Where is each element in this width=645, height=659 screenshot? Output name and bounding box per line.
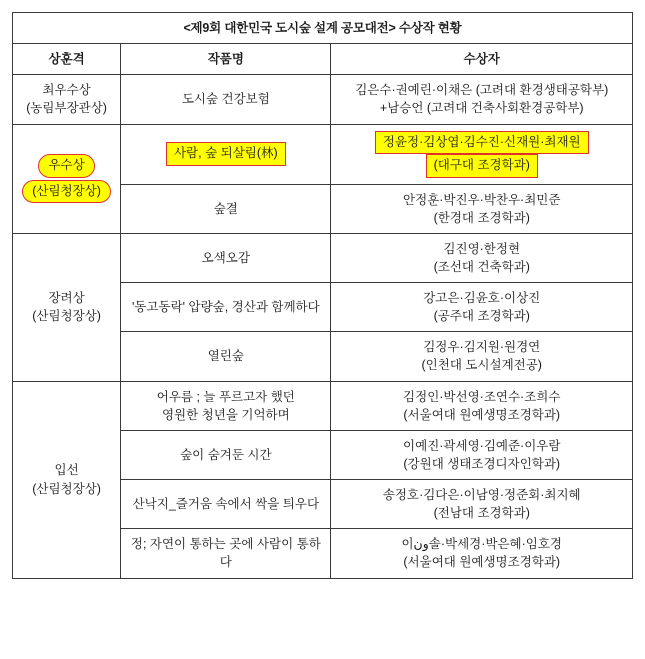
work-title-highlighted bbox=[121, 124, 331, 184]
winner-names bbox=[331, 283, 633, 332]
work-title-line1: 어우름 ; 늘 푸르고자 했던 bbox=[156, 389, 295, 404]
winner-line1: 이예진·곽세영·김예준·이우람 bbox=[403, 438, 561, 453]
winner-line1: 김진영·한정현 bbox=[443, 241, 521, 256]
work-title: 오색오감 bbox=[121, 233, 331, 282]
winner-names-highlighted bbox=[331, 124, 633, 184]
column-header-winner: 수상자 bbox=[331, 44, 633, 75]
award-category bbox=[13, 381, 121, 578]
winner-line2: (한경대 조경학과) bbox=[433, 210, 530, 225]
award-category bbox=[13, 124, 121, 233]
winner-line2: (대구대 조경학과) bbox=[426, 154, 538, 178]
column-header-work: 작품명 bbox=[121, 44, 331, 75]
award-category-line1: 최우수상 bbox=[42, 83, 91, 98]
table-row bbox=[13, 75, 633, 124]
winner-line1: 김정인·박선영·조연수·조희수 bbox=[403, 389, 561, 404]
award-category-line2: (산림청장상) bbox=[32, 309, 101, 324]
work-title: 숲이 숨겨둔 시간 bbox=[121, 430, 331, 479]
winner-line1: 김정우·김지원·원경연 bbox=[423, 340, 541, 355]
winner-line1: 안정훈·박진우·박찬우·최민준 bbox=[403, 192, 561, 207]
winner-names bbox=[331, 430, 633, 479]
table-row bbox=[13, 381, 633, 430]
winner-names bbox=[331, 75, 633, 124]
award-category-line2: (산림청장상) bbox=[22, 180, 111, 204]
winner-names bbox=[331, 332, 633, 381]
page-title: <제9회 대한민국 도시숲 설계 공모대전> 수상작 현황 bbox=[13, 13, 633, 44]
winner-line2: (인천대 도시설계전공) bbox=[421, 358, 542, 373]
work-title: '동고동락' 압량숲, 경산과 함께하다 bbox=[121, 283, 331, 332]
winner-line2: (서울여대 원예생명조경학과) bbox=[403, 555, 561, 570]
award-category-highlight-line1 bbox=[17, 153, 116, 179]
award-category bbox=[13, 233, 121, 381]
winner-names bbox=[331, 184, 633, 233]
table-title-row bbox=[13, 13, 633, 44]
table-header-row bbox=[13, 44, 633, 75]
work-title: 정; 자연이 통하는 곳에 사람이 통하다 bbox=[121, 529, 331, 578]
winner-names bbox=[331, 480, 633, 529]
winner-names bbox=[331, 381, 633, 430]
winner-line1: 이ون솔·박세경·박은혜·임호경 bbox=[401, 537, 563, 552]
work-title-line2: 영원한 청년을 기억하며 bbox=[161, 407, 290, 422]
winner-line2: (강원대 생태조경디자인학과) bbox=[403, 456, 561, 471]
work-title: 숲결 bbox=[121, 184, 331, 233]
award-category-line2: (산림청장상) bbox=[32, 481, 101, 496]
winner-line1: 강고은·김윤호·이상진 bbox=[423, 291, 541, 305]
winner-line2-wrap bbox=[335, 154, 628, 178]
work-title: 도시숲 건강보험 bbox=[121, 75, 331, 124]
award-category-line1: 우수상 bbox=[38, 154, 94, 178]
award-category bbox=[13, 75, 121, 124]
award-category-highlight-line2 bbox=[17, 179, 116, 205]
winner-line1: 송정호·김다은·이남영·정준회·최지혜 bbox=[382, 488, 581, 502]
winner-names bbox=[331, 529, 633, 578]
winner-line2: (조선대 건축학과) bbox=[433, 259, 530, 274]
award-table bbox=[12, 12, 633, 579]
award-category-line2: (농림부장관상) bbox=[26, 101, 107, 116]
work-title: 산낙지_즐거움 속에서 싹을 틔우다 bbox=[121, 480, 331, 529]
work-title bbox=[121, 381, 331, 430]
table-row bbox=[13, 233, 633, 282]
winner-line2: (서울여대 원예생명조경학과) bbox=[403, 407, 561, 422]
winner-line2: (공주대 조경학과) bbox=[433, 309, 530, 324]
work-title: 열린숲 bbox=[121, 332, 331, 381]
column-header-category: 상훈격 bbox=[13, 44, 121, 75]
award-category-line1: 장려상 bbox=[48, 291, 85, 305]
winner-line2: +남승언 (고려대 건축사회환경공학부) bbox=[379, 101, 584, 116]
work-title: 사람, 숲 되살림(林) bbox=[166, 142, 286, 166]
award-category-line1: 입선 bbox=[54, 463, 79, 478]
winner-line1: 김은수·권예린·이채은 (고려대 환경생태공학부) bbox=[355, 83, 609, 98]
winner-line1-wrap bbox=[335, 131, 628, 155]
winner-line1: 정윤정·김상엽·김수진·신재원·최재원 bbox=[375, 131, 589, 155]
winner-names bbox=[331, 233, 633, 282]
winner-line2: (전남대 조경학과) bbox=[433, 506, 530, 521]
table-row bbox=[13, 124, 633, 184]
